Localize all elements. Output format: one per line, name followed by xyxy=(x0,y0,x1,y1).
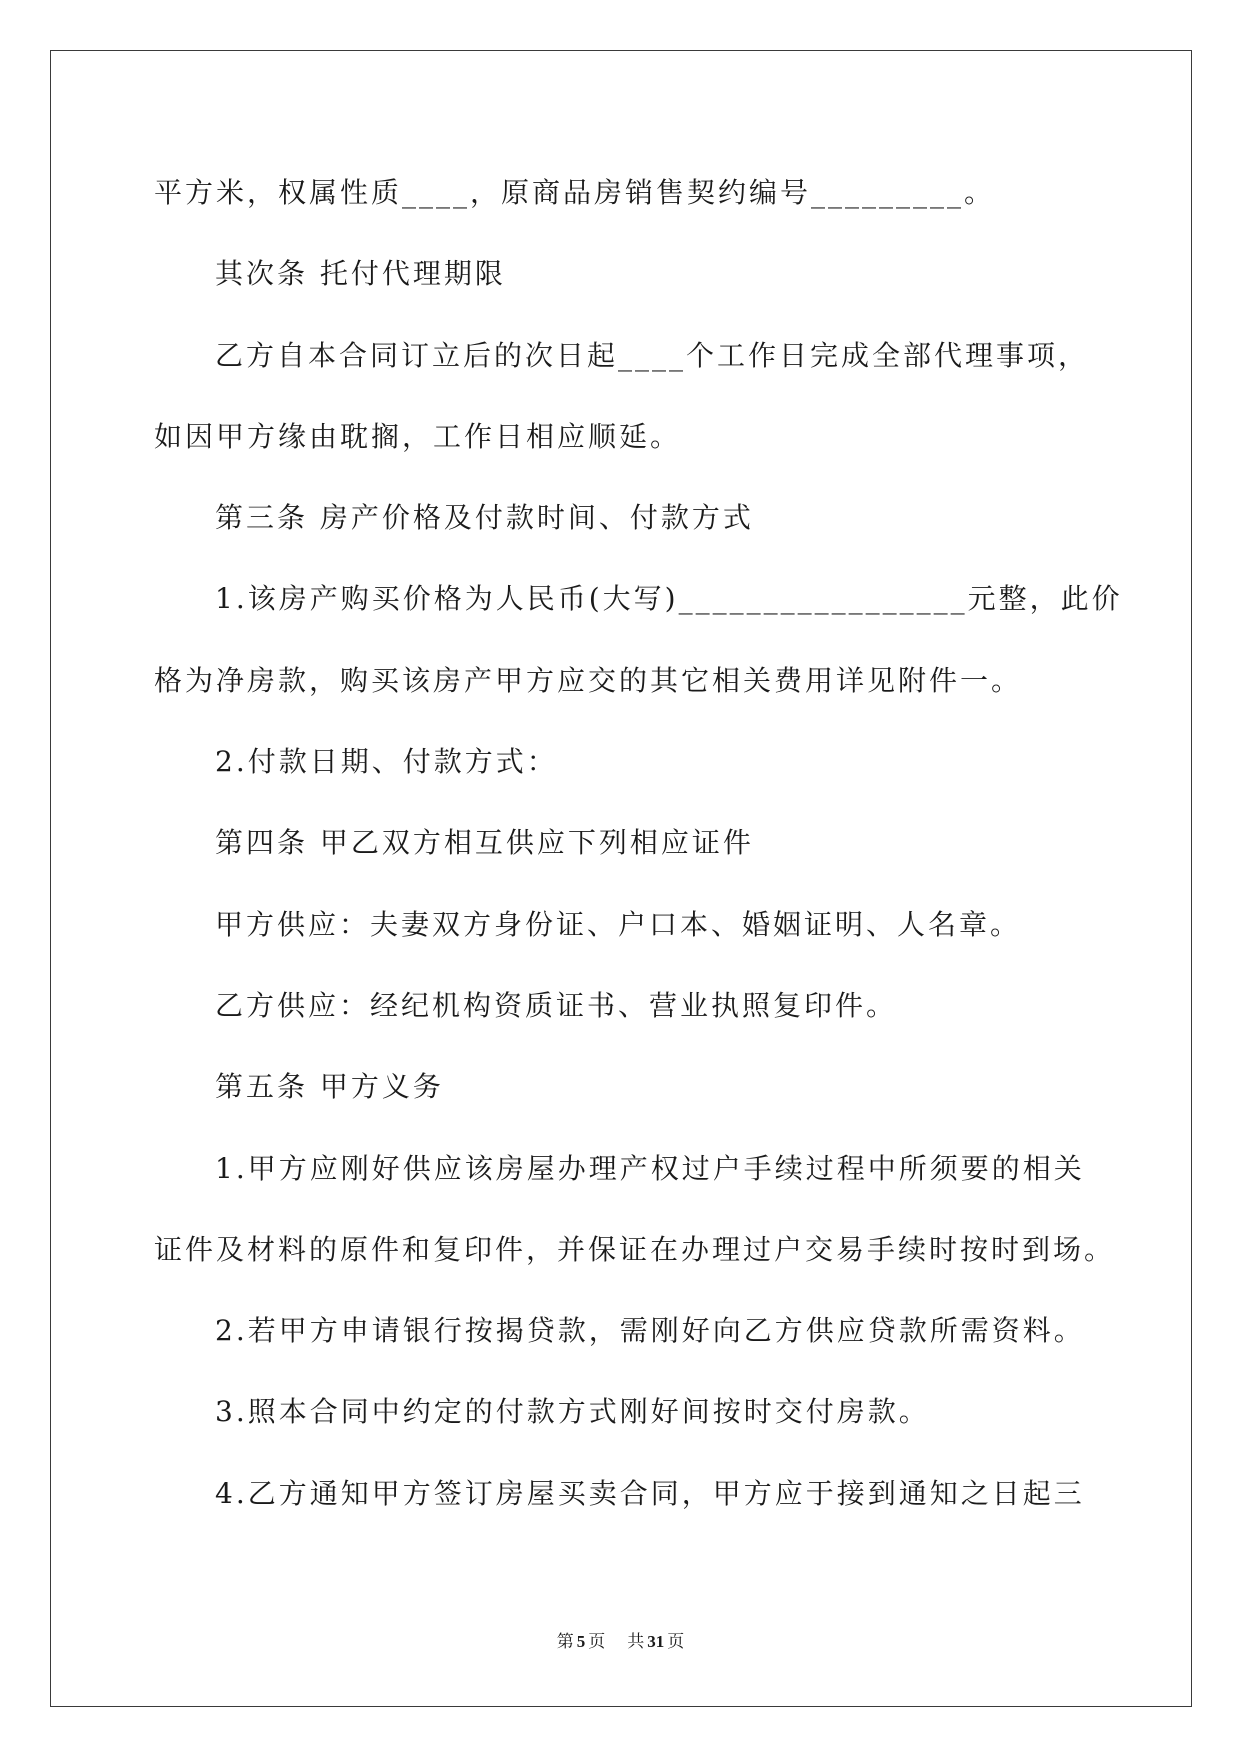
page-number xyxy=(557,1632,606,1652)
paragraph-line: 1.甲方应刚好供应该房屋办理产权过户手续过程中所须要的相关 xyxy=(215,1151,1085,1185)
page-suffix: 页 xyxy=(588,1632,606,1652)
page-footer xyxy=(0,1630,1241,1654)
total-suffix: 页 xyxy=(667,1632,685,1652)
paragraph-line: 2.付款日期、付款方式： xyxy=(215,745,558,779)
paragraph-line: 3.照本合同中约定的付款方式刚好间按时交付房款。 xyxy=(215,1395,930,1429)
paragraph-line: 如因甲方缘由耽搁，工作日相应顺延。 xyxy=(154,419,682,453)
page-total xyxy=(627,1632,684,1652)
page-prefix: 第 xyxy=(556,1632,574,1652)
section-heading: 其次条 托付代理期限 xyxy=(215,257,506,291)
document-body xyxy=(154,152,1174,1534)
paragraph-line: 乙方供应：经纪机构资质证书、营业执照复印件。 xyxy=(215,988,898,1022)
section-heading: 第五条 甲方义务 xyxy=(215,1070,444,1104)
paragraph-line: 2.若甲方申请银行按揭贷款，需刚好向乙方供应贷款所需资料。 xyxy=(215,1314,1085,1348)
section-heading: 第四条 甲乙双方相互供应下列相应证件 xyxy=(215,826,754,860)
total-prefix: 共 xyxy=(627,1632,645,1652)
paragraph-line: 甲方供应：夫妻双方身份证、户口本、婚姻证明、人名章。 xyxy=(215,907,1022,941)
paragraph-line: 证件及材料的原件和复印件，并保证在办理过户交易手续时按时到场。 xyxy=(154,1232,1116,1266)
paragraph-line: 4.乙方通知甲方签订房屋买卖合同，甲方应于接到通知之日起三 xyxy=(215,1476,1085,1510)
paragraph-line: 1.该房产购买价格为人民币(大写)_________________元整，此价 xyxy=(215,582,1123,616)
paragraph-line: 乙方自本合同订立后的次日起____个工作日完成全部代理事项， xyxy=(215,338,1090,372)
section-heading: 第三条 房产价格及付款时间、付款方式 xyxy=(215,501,754,535)
paragraph-line: 格为净房款，购买该房产甲方应交的其它相关费用详见附件一。 xyxy=(154,663,1023,697)
total-pages-value: 31 xyxy=(647,1632,665,1651)
page-number-value: 5 xyxy=(576,1632,586,1651)
paragraph-line: 平方米，权属性质____，原商品房销售契约编号_________。 xyxy=(154,176,996,209)
